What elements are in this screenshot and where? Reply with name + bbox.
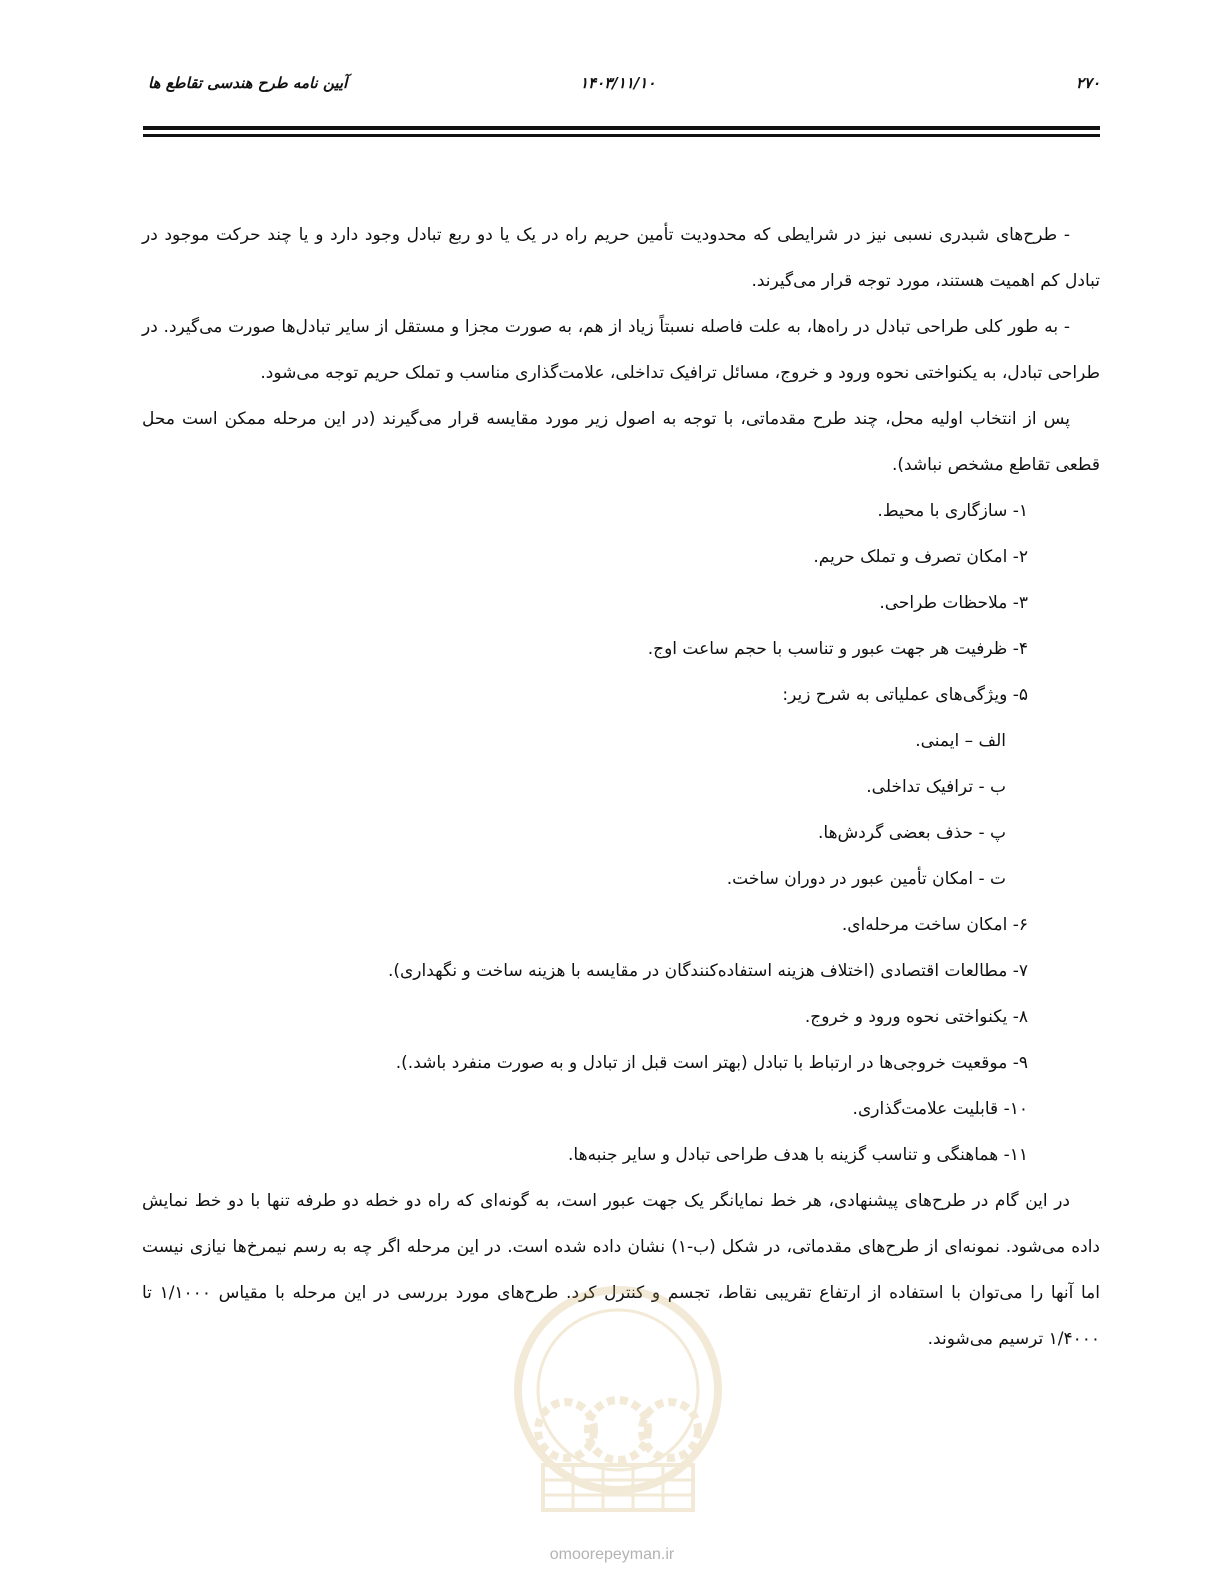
- list-item: ۷- مطالعات اقتصادی (اختلاف هزینه استفاده‌کنندگان در مقایسه با هزینه ساخت و نگهداری).: [387, 961, 1028, 981]
- header-date: ۱۴۰۳/۱۱/۱۰: [580, 74, 656, 92]
- paragraph: پس از انتخاب اولیه محل، چند طرح مقدماتی، با توجه به اصول زیر مورد مقایسه قرار می‌گیرند (در این مرحله ممکن است محل قطعی تقاطع مشخص نباشد).: [142, 409, 1100, 475]
- paragraph: در این گام در طرح‌های پیشنهادی، هر خط نمایانگر یک جهت عبور است، به گونه‌ای که راه دو خطه دو طرفه تنها با دو خط نمایش داده می‌شود. نمونه‌ای از طرح‌های مقدماتی، در شکل (ب-۱) نشان داده شده است. در این مرحله اگر چه به رسم نیمرخ‌ها نیازی نیست اما آنها را می‌توان با استفاده از ارتفاع تقریبی نقاط، تجسم و کنترل کرد. طرح‌های مورد بررسی در این مرحله با مقیاس ۱/۱۰۰۰ تا ۱/۴۰۰۰ ترسیم می‌شوند.: [142, 1191, 1100, 1349]
- sublist-item: ت - امکان تأمین عبور در دوران ساخت.: [726, 869, 1006, 889]
- header-rule-thin: [143, 134, 1100, 137]
- page-number: ۲۷۰: [1075, 74, 1100, 92]
- list-item: ۱- سازگاری با محیط.: [877, 501, 1028, 521]
- list-item: ۶- امکان ساخت مرحله‌ای.: [841, 915, 1028, 935]
- list-item: ۸- یکنواختی نحوه ورود و خروج.: [804, 1007, 1028, 1027]
- website-watermark: omoorepeyman.ir: [549, 1546, 675, 1563]
- body-text: [142, 212, 1100, 1362]
- list-item: ۹- موقعیت خروجی‌ها در ارتباط با تبادل (بهتر است قبل از تبادل و به صورت منفرد باشد.).: [395, 1053, 1028, 1073]
- list-item: ۱۰- قابلیت علامت‌گذاری.: [852, 1099, 1028, 1119]
- document-title: آیین نامه طرح هندسی تقاطع ها: [148, 74, 348, 92]
- list-item: ۴- ظرفیت هر جهت عبور و تناسب با حجم ساعت اوج.: [647, 639, 1028, 659]
- sublist-item: پ - حذف بعضی گردش‌ها.: [818, 823, 1006, 843]
- header-rule-thick: [143, 126, 1100, 130]
- operational-sublist: [142, 718, 1100, 902]
- paragraph: - طرح‌های شبدری نسبی نیز در شرایطی که محدودیت تأمین حریم راه در یک یا دو ربع تبادل وجود دارد و یا چند حرکت موجود در تبادل کم اهمیت هستند، مورد توجه قرار می‌گیرند.: [142, 225, 1100, 291]
- list-item: ۱۱- هماهنگی و تناسب گزینه با هدف طراحی تبادل و سایر جنبه‌ها.: [568, 1145, 1028, 1165]
- page-header: [148, 74, 1100, 106]
- criteria-list: [142, 488, 1100, 718]
- paragraph: - به طور کلی طراحی تبادل در راه‌ها، به علت فاصله نسبتاً زیاد از هم، به صورت مجزا و مستقل از سایر تبادل‌ها صورت می‌گیرد. در طراحی تبادل، به یکنواختی نحوه ورود و خروج، مسائل ترافیک تداخلی، علامت‌گذاری مناسب و تملک حریم توجه می‌شود.: [142, 317, 1100, 383]
- list-item: ۳- ملاحظات طراحی.: [879, 593, 1028, 613]
- list-item: ۵- ویژگی‌های عملیاتی به شرح زیر:: [782, 685, 1028, 705]
- list-item: ۲- امکان تصرف و تملک حریم.: [813, 547, 1028, 567]
- criteria-list-continued: [142, 902, 1100, 1178]
- sublist-item: ب - ترافیک تداخلی.: [866, 777, 1006, 797]
- sublist-item: الف – ایمنی.: [915, 731, 1006, 751]
